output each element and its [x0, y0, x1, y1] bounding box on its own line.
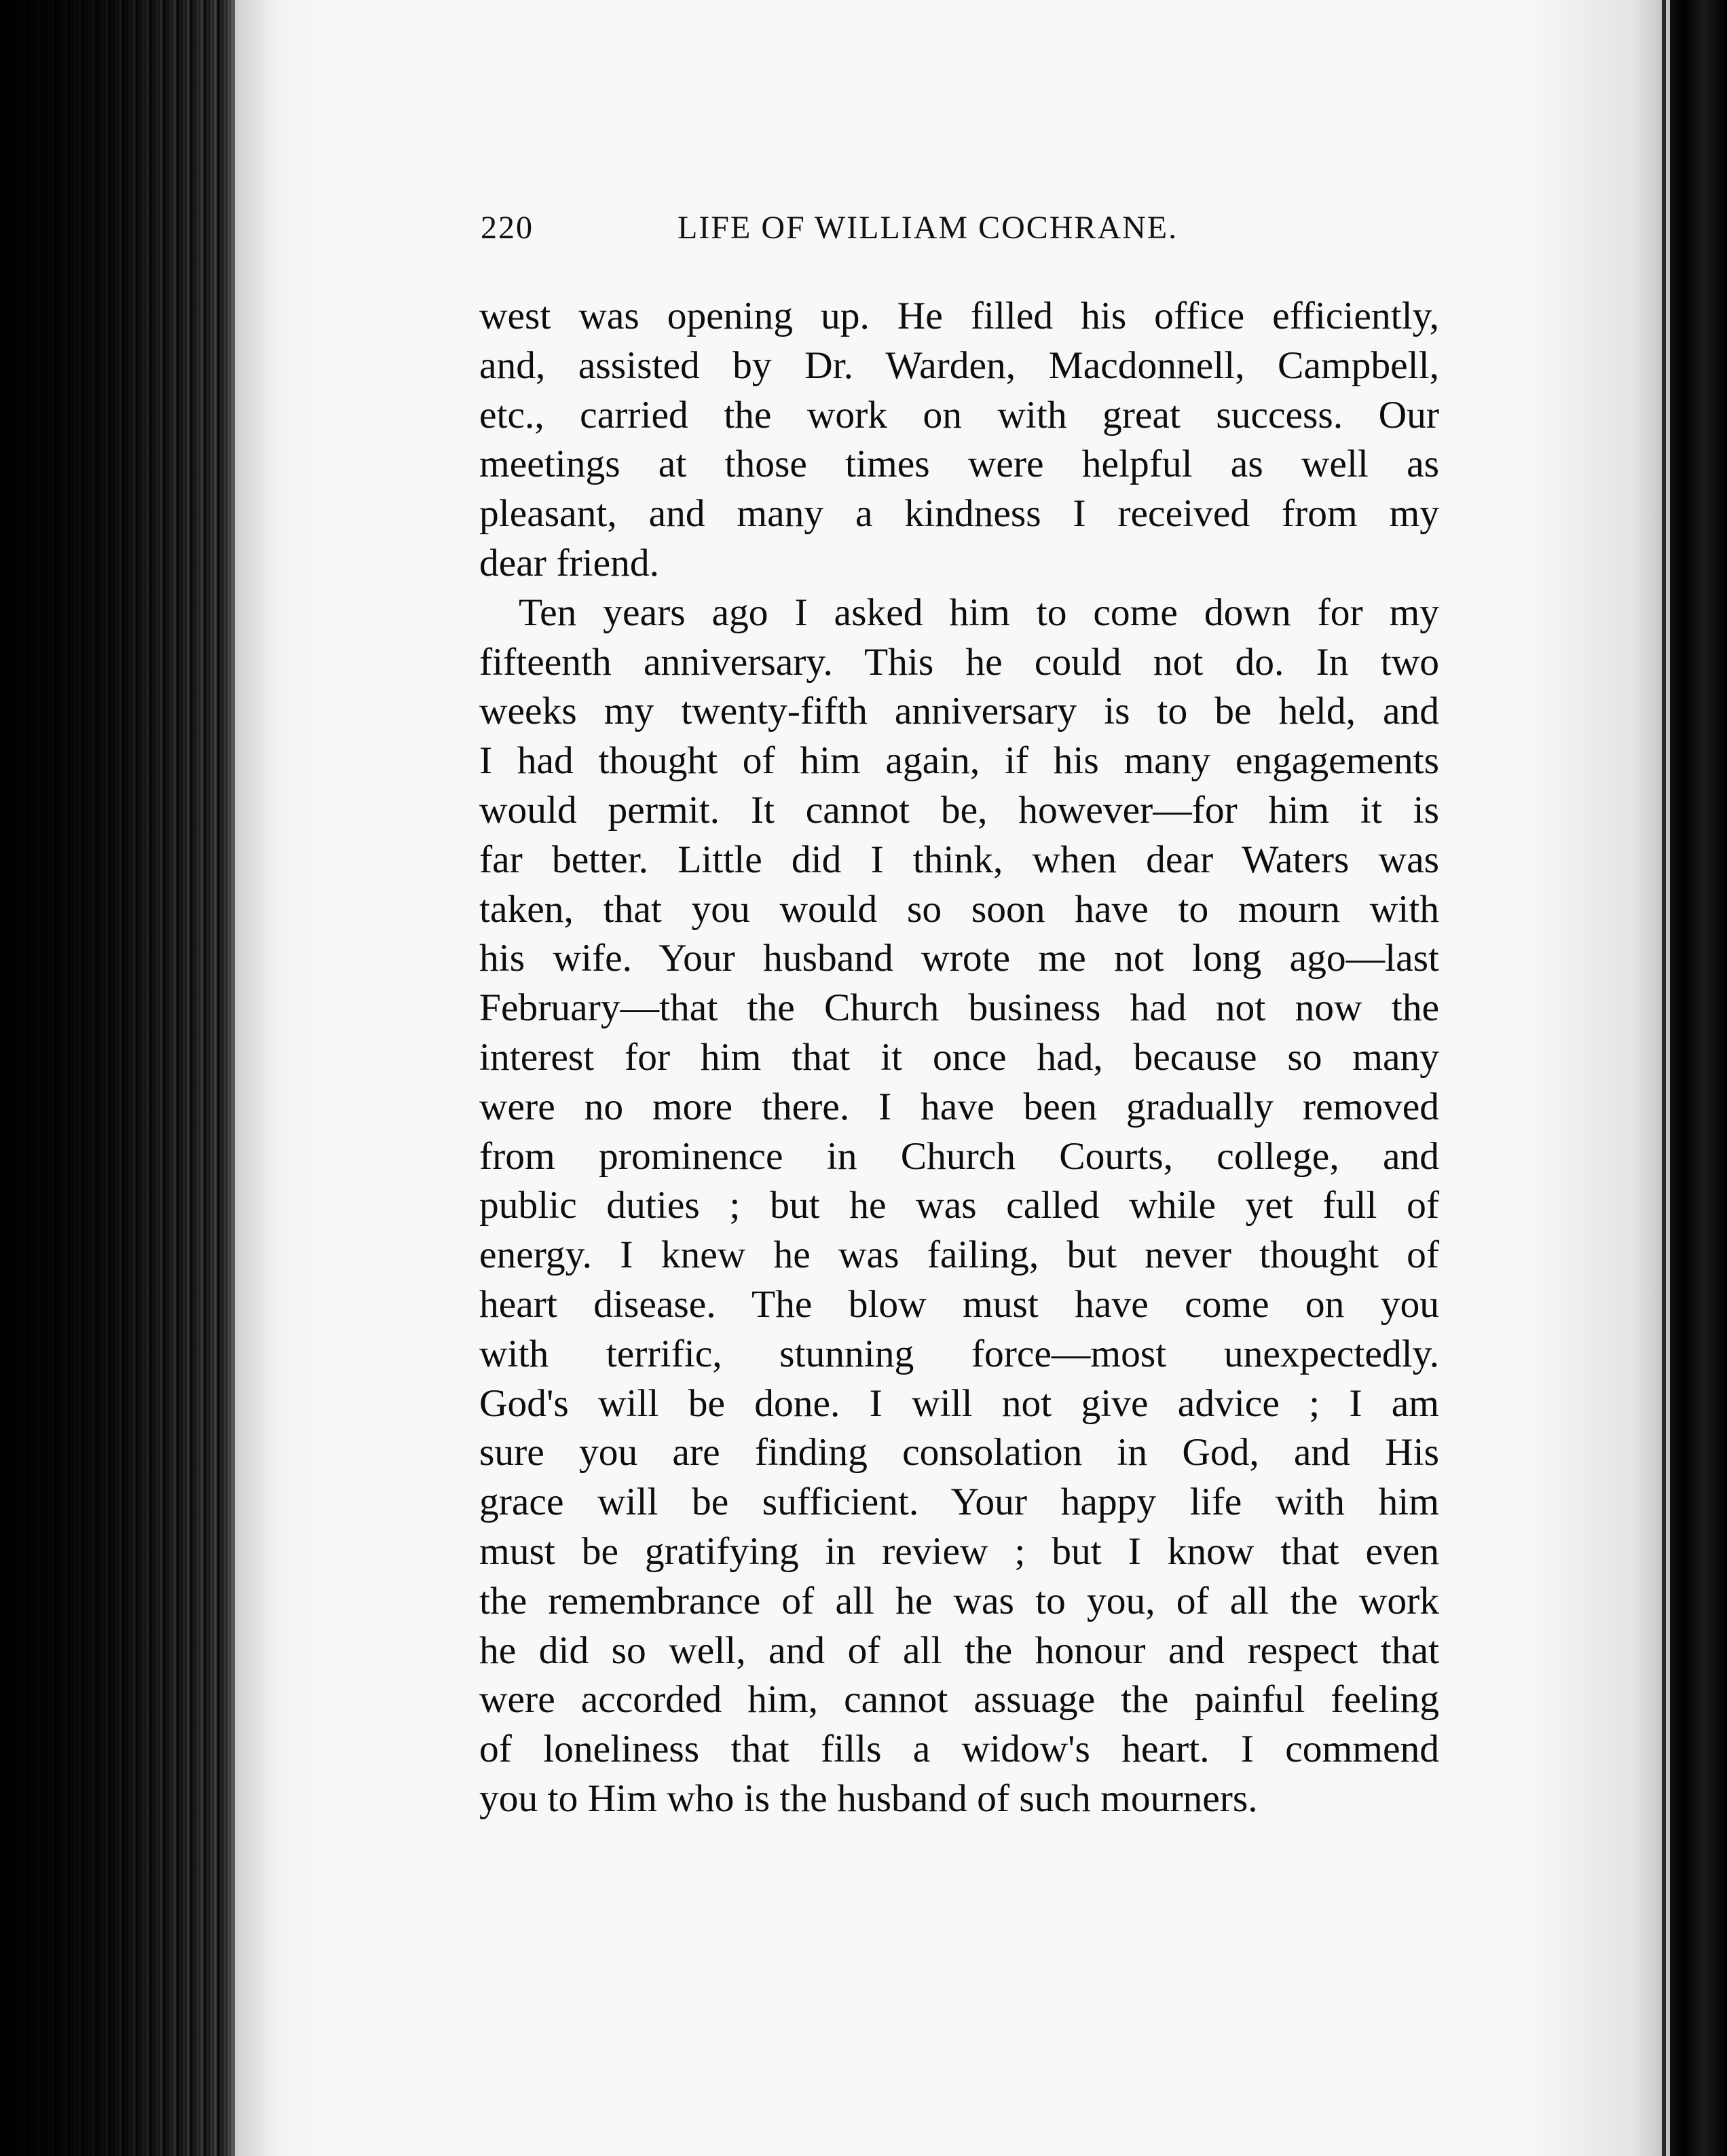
- text-line: of loneliness that fills a widow's heart. I commend: [479, 1728, 1439, 1771]
- text-line: west was opening up. He filled his office efficiently,: [479, 295, 1439, 337]
- text-line: taken, that you would so soon have to mourn with: [479, 887, 1439, 931]
- text-line: meetings at those times were helpful as well as: [479, 443, 1439, 486]
- text-line: from prominence in Church Courts, college, and: [479, 1134, 1439, 1178]
- book-page-edges: [0, 0, 258, 2156]
- text-line: grace will be sufficient. Your happy life with him: [479, 1481, 1439, 1524]
- text-line: you to Him who is the husband of such mourners.: [479, 1777, 1258, 1820]
- scan-background-strip: [1670, 0, 1727, 2156]
- facing-page-edge: [1662, 0, 1666, 2156]
- text-line: he did so well, and of all the honour and respect that: [479, 1629, 1439, 1672]
- text-line: etc., carried the work on with great success. Our: [479, 393, 1439, 436]
- body-text: [479, 292, 1439, 1824]
- paragraph: [479, 292, 1439, 589]
- text-line: were accorded him, cannot assuage the painful feeling: [479, 1678, 1439, 1722]
- text-line: with terrific, stunning force—most unexpectedly.: [479, 1332, 1439, 1375]
- text-line: were no more there. I have been gradually removed: [479, 1085, 1439, 1128]
- text-line: fifteenth anniversary. This he could not do. In two: [479, 640, 1439, 684]
- paragraph: [479, 589, 1439, 1824]
- text-line: the remembrance of all he was to you, of all the work: [479, 1579, 1439, 1622]
- text-line: God's will be done. I will not give advice ; I am: [479, 1381, 1439, 1425]
- text-line: dear friend.: [479, 541, 659, 584]
- text-line: his wife. Your husband wrote me not long ago—last: [479, 937, 1439, 980]
- text-line: far better. Little did I think, when dear Waters was: [479, 838, 1439, 881]
- running-head: LIFE OF WILLIAM COCHRANE.: [677, 210, 1178, 246]
- text-line: interest for him that it once had, because so many: [479, 1035, 1439, 1079]
- text-line: weeks my twenty-fifth anniversary is to be held, and: [479, 690, 1439, 733]
- text-line: February—that the Church business had not now the: [479, 986, 1439, 1030]
- page-number: 220: [481, 210, 534, 246]
- text-line: I had thought of him again, if his many engagements: [479, 739, 1439, 783]
- text-line: pleasant, and many a kindness I received from my: [479, 492, 1439, 536]
- text-line: would permit. It cannot be, however—for him it is: [479, 788, 1439, 832]
- text-line: public duties ; but he was called while yet full of: [479, 1184, 1439, 1227]
- page-header: [481, 209, 1241, 257]
- text-line: Ten years ago I asked him to come down for my: [519, 591, 1439, 634]
- text-line: heart disease. The blow must have come on you: [479, 1282, 1439, 1326]
- text-line: sure you are finding consolation in God, and His: [479, 1431, 1439, 1474]
- text-line: must be gratifying in review ; but I know that even: [479, 1529, 1439, 1573]
- text-line: and, assisted by Dr. Warden, Macdonnell, Campbell,: [479, 343, 1439, 387]
- text-line: energy. I knew he was failing, but never thought of: [479, 1233, 1439, 1277]
